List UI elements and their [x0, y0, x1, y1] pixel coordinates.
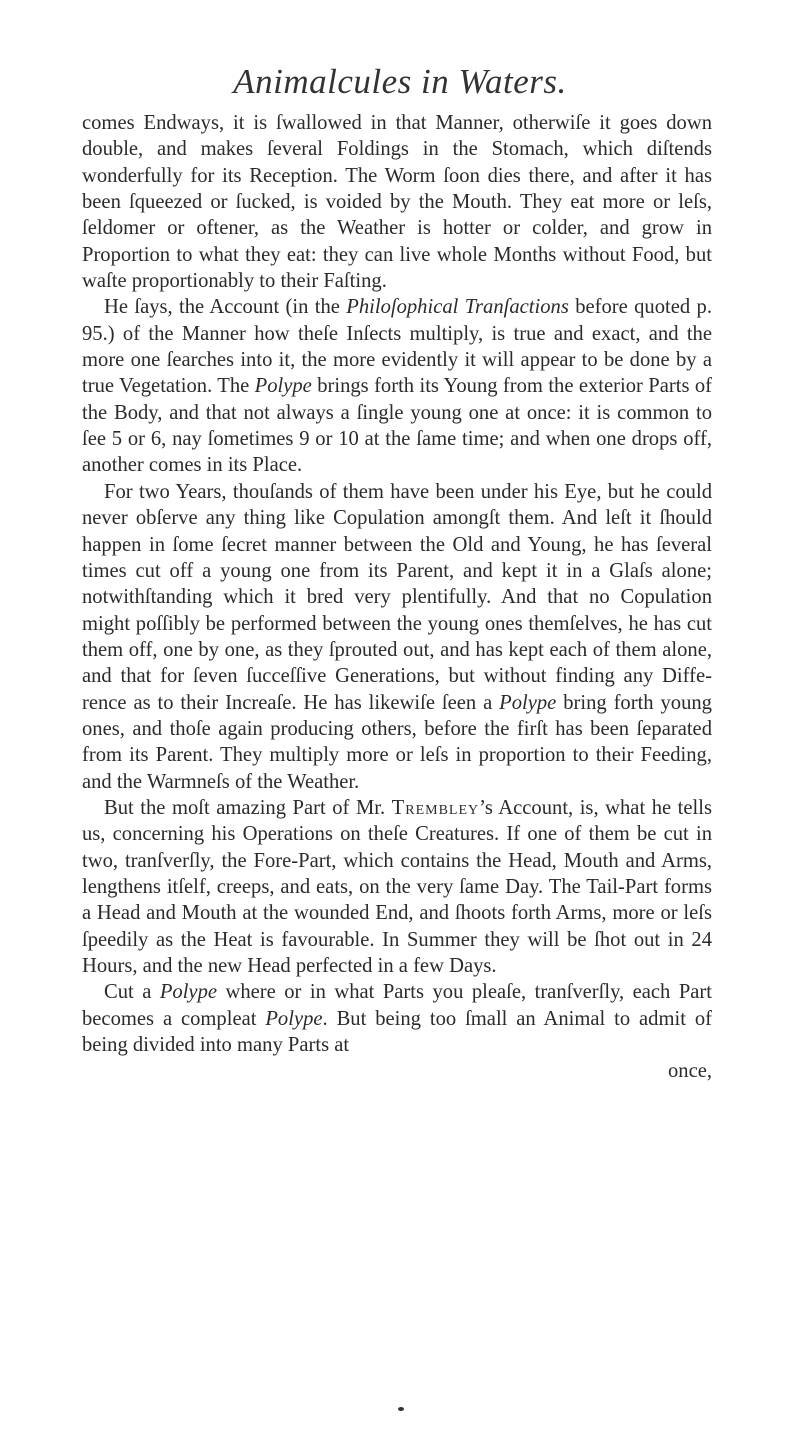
italic-term: Polype	[254, 375, 312, 398]
text-run: bring forth young ones, and thoſe again producing others, before the firſt has been ſeparated from its Parent. They multiply more or leſs in proportion to their Feeding, and the Warmneſs of the Weather.	[82, 691, 712, 793]
text-run: For two Years, thouſands of them have been under his Eye, but he could never obſerve any thing like Copulation amongſt them. And leſt it ſhould happen in ſome ſecret manner between the Old and Young, he has ſeveral times cut off a young one from its Parent, and kept it in a Glaſs alone; notwithſtanding which it bred very plentifully. And that no Copulation might poſſibly be performed between the young ones themſelves, he has cut them off, one by one, as they ſprouted out, and has kept each of them alone, and that for ſeven ſucceſſive Generations, but without finding any Difference as to their Increaſe. He has likewiſe ſeen a	[82, 480, 712, 714]
text-run: . But being too ſmall an Animal to admit of being divided into many Parts at	[82, 1007, 712, 1057]
text-run: ’s Account, is, what he tells us, concerning his Operations on theſe Creatures. If one of them be cut in two, tranſverſly, the Fore-Part, which contains the Head, Mouth and Arms, lengthens itſelf, creeps, and eats, on the very ſame Day. The Tail-Part forms a Head and Mouth at the wounded End, and ſhoots forth Arms, more or leſs ſpeedily as the Heat is favourable. In Summer they will be ſhot out in 24 Hours, and the new Head perfected in a few Days.	[82, 796, 712, 977]
ink-speck	[398, 1407, 404, 1411]
italic-term: Polype	[265, 1007, 323, 1030]
text-run: But the moſt amazing Part of Mr.	[104, 796, 392, 819]
catchword: once,	[667, 1060, 712, 1082]
small-caps-name: Trembley	[391, 796, 480, 819]
paragraph	[82, 294, 712, 478]
paragraph	[82, 979, 712, 1058]
text-run: where or in what Parts you pleaſe, tranſverſly, each Part becomes a compleat	[82, 981, 712, 1030]
text-run: before quoted p. 95.) of the Manner how theſe Inſects multiply, is true and exact, and the more one ſearches into it, the more evidently it will appear to be done by a true Vegetation. The	[82, 296, 712, 398]
text-run: He ſays, the Account (in the	[104, 296, 347, 319]
italic-term: Polype	[159, 981, 218, 1004]
paragraph	[82, 795, 712, 979]
body-text	[82, 110, 712, 1058]
text-run: brings forth its Young from the exterior Parts of the Body, and that not always a ſingle young one at once: it is common to ſee 5 or 6, nay ſometimes 9 or 10 at the ſame time; and when one drops off, another comes in its Place.	[82, 375, 712, 477]
text-run: comes Endways, it is ſwallowed in that Manner, otherwiſe it goes down double, and makes ſeveral Foldings in the Stomach, which diſtends wonderfully for its Reception. The Worm ſoon dies there, and after it has been ſqueezed or ſucked, is voided by the Mouth. They eat more or leſs, ſeldomer or oftener, as the Weather is hotter or colder, and grow in Proportion to what they eat: they can live whole Months without Food, but waſte proportionably to their Faſting.	[82, 112, 712, 293]
text-run: Cut a	[104, 981, 160, 1004]
paragraph	[82, 110, 712, 294]
running-title: Animalcules in Waters.	[233, 62, 567, 101]
italic-term: Philoſophical Tranſactions	[346, 296, 569, 319]
italic-term: Polype	[499, 691, 557, 714]
paragraph	[82, 479, 712, 795]
